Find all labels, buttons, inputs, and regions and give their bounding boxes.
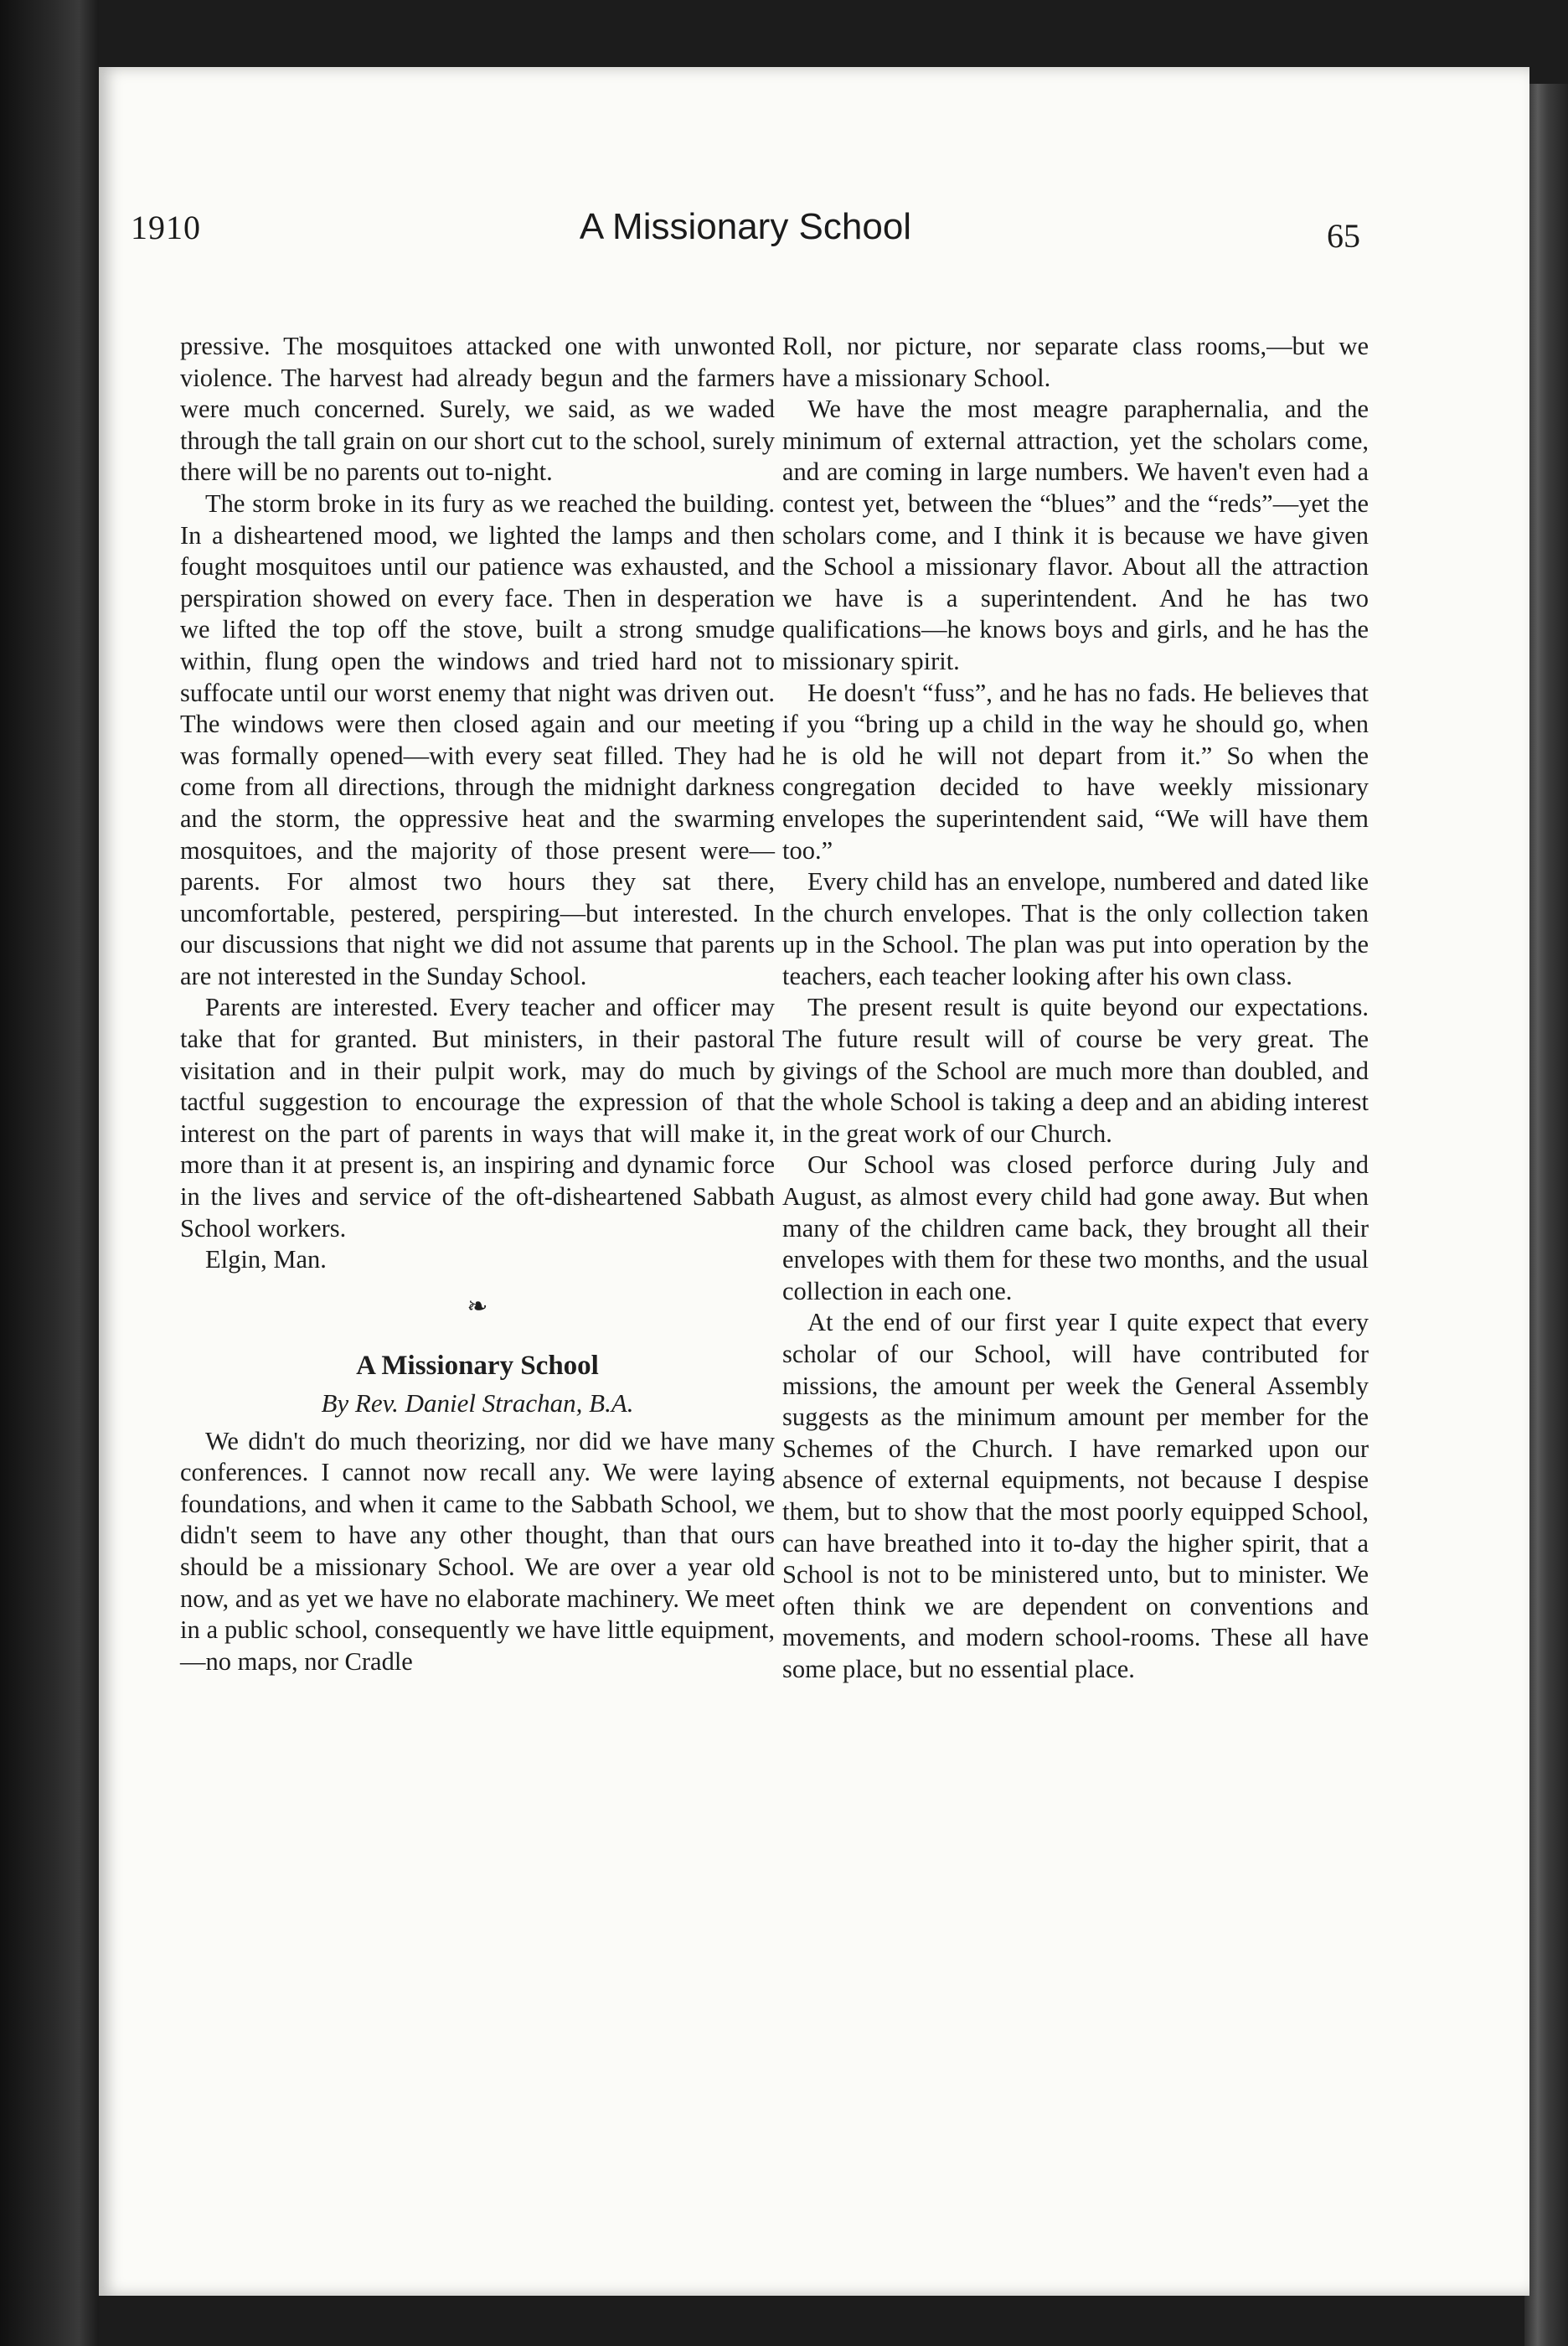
paragraph: We didn't do much theorizing, nor did we have many conferences. I cannot now recall any. We were laying foundations, and when it came to the Sabbath School, we didn't seem to have any other thought, than that ours should be a missionary School. We are over a year old now, and as yet we have no elaborate machinery. We meet in a public school, consequently we have little equipment,—no maps, nor Cradle <box>180 1426 775 1676</box>
running-head-year: 1910 <box>131 209 201 246</box>
fleuron-ornament: ❧ <box>467 1292 488 1320</box>
paragraph: Parents are interested. Every teacher and officer may take that for granted. But ministers, in their pastoral visitation and in their pulpit work, may do much by tactful suggestion to encourage the expression of that interest on the part of parents in ways that will make it, more than it at present is, an inspiring and dynamic force in the lives and service of the oft-disheartened Sabbath School workers. <box>180 993 775 1243</box>
paragraph: The storm broke in its fury as we reached the building. In a disheartened mood, we lighted the lamps and then fought mosquitoes until our patience was exhausted, and perspiration showed on every face. Then in desperation we lifted the top off the stove, built a strong smudge within, flung open the windows and tried hard not to suffocate until our worst enemy that night was driven out. The windows were then closed again and our meeting was formally opened—with every seat filled. They had come from all directions, through the midnight darkness and the storm, the oppressive heat and the swarming mosquitoes, and the majority of those present were—parents. For almost two hours they sat there, uncomfortable, pestered, perspiring—but interested. In our discussions that night we did not assume that parents are not interested in the Sunday School. <box>180 488 775 990</box>
left-column <box>180 331 775 2157</box>
book-spine-shadow <box>0 0 99 2346</box>
paragraph: Roll, nor picture, nor separate class rooms,—but we have a missionary School. <box>782 332 1369 392</box>
paragraph: He doesn't “fuss”, and he has no fads. He believes that if you “bring up a child in the way he should go, when he is old he will not depart from it.” So when the congregation decided to have weekly missionary envelopes the superintendent said, “We will have them too.” <box>782 678 1369 865</box>
paragraph: At the end of our first year I quite expect that every scholar of our School, will have contributed for missions, the amount per week the General Assembly suggests as the minimum amount per member for the Schemes of the Church. I have remarked upon our absence of external equipments, not because I despise them, but to show that the most poorly equipped School, can have breathed into it to-day the higher spirit, that a School is not to be ministered unto, but to minister. We often think we are dependent on conventions and movements, and modern school-rooms. These all have some place, but no essential place. <box>782 1308 1369 1683</box>
running-head-title: A Missionary School <box>579 206 912 247</box>
book-page-edges <box>1524 84 1568 2346</box>
paragraph: pressive. The mosquitoes attacked one with unwonted violence. The harvest had already begun and the farmers were much concerned. Surely, we said, as we waded through the tall grain on our short cut to the school, surely there will be no parents out to-night. <box>180 332 775 487</box>
paragraph: The present result is quite beyond our expectations. The future result will of course be very great. The givings of the School are much more than doubled, and the whole School is taking a deep and an abiding interest in the great work of our Church. <box>782 993 1369 1148</box>
paragraph: Our School was closed perforce during July and August, as almost every child had gone away. But when many of the children came back, they brought all their envelopes with them for these two months, and the usual collection in each one. <box>782 1150 1369 1305</box>
running-head <box>131 191 1360 258</box>
dateline: Elgin, Man. <box>205 1245 327 1274</box>
right-column <box>782 331 1369 2157</box>
paragraph: We have the most meagre paraphernalia, and the minimum of external attraction, yet the scholars come, and are coming in large numbers. We haven't even had a contest yet, between the “blues” and the “reds”—yet the scholars come, and I think it is because we have given the School a missionary flavor. About all the attraction we have is a superintendent. And he has two qualifications—he knows boys and girls, and he has the missionary spirit. <box>782 395 1369 675</box>
article-title: A Missionary School <box>356 1351 599 1382</box>
page-number: 65 <box>1327 217 1360 255</box>
paragraph: Every child has an envelope, numbered and dated like the church envelopes. That is the only collection taken up in the School. The plan was put into operation by the teachers, each teacher looking after his own class. <box>782 867 1369 990</box>
article-byline: By Rev. Daniel Strachan, B.A. <box>321 1388 634 1418</box>
